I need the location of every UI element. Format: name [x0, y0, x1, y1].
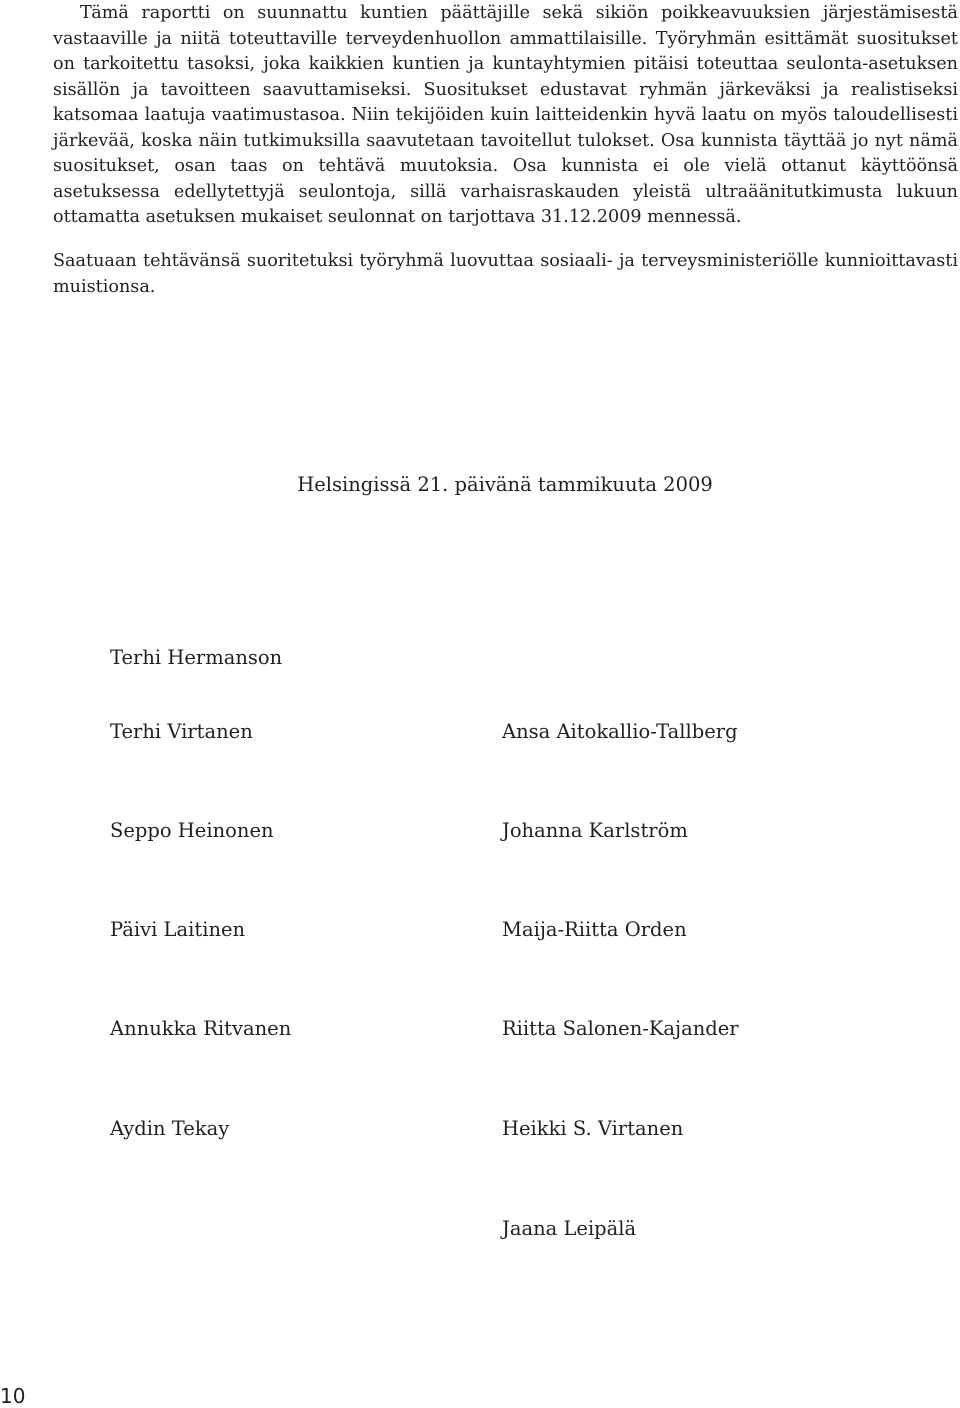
- signatory-name: Riitta Salonen-Kajander: [502, 1017, 739, 1040]
- signatory-name: Johanna Karlström: [502, 819, 688, 842]
- signatory-name: Seppo Heinonen: [110, 819, 274, 842]
- signatory-name: Jaana Leipälä: [502, 1217, 637, 1240]
- signatory-name: Aydin Tekay: [110, 1117, 230, 1140]
- page-number: 10: [0, 1384, 26, 1408]
- place-date-line: Helsingissä 21. päivänä tammikuuta 2009: [297, 473, 713, 496]
- signatory-name: Heikki S. Virtanen: [502, 1117, 684, 1140]
- signatory-name: Terhi Hermanson: [110, 646, 283, 669]
- signatory-name: Päivi Laitinen: [110, 918, 246, 941]
- body-paragraph-1: Tämä raportti on suunnattu kuntien päättäjille sekä sikiön poikkeavuuksien järjestämisestä vastaaville ja niitä toteuttaville terveydenhuollon ammattilaisille. Työryhmän esittämät suositukset on tarkoitettu tasoksi, joka kaikkien kuntien ja kuntayhtymien pitäisi toteuttaa seulonta-asetuksen sisällön ja tavoitteen saavuttamiseksi. Suositukset edustavat ryhmän järkeväksi ja realistiseksi katsomaa laatuja vaatimustasoa. Niin tekijöiden kuin laitteidenkin hyvä laatu on myös taloudellisesti järkevää, koska näin tutkimuksilla saavutetaan tavoitellut tulokset. Osa kunnista täyttää jo nyt nämä suositukset, osan taas on tehtävä muutoksia. Osa kunnista ei ole vielä ottanut käyttöönsä asetuksessa edellytettyjä seulontoja, sillä varhaisraskauden yleistä ultraäänitutkimusta lukuun ottamatta asetuksen mukaiset seulonnat on tarjottava 31.12.2009 mennessä.: [53, 3, 958, 227]
- signatory-name: Maija-Riitta Orden: [502, 918, 687, 941]
- body-paragraph-2: Saatuaan tehtävänsä suoritetuksi työryhmä luovuttaa sosiaali- ja terveysministeriölle kunnioittavasti muistionsa.: [53, 251, 958, 297]
- signatory-name: Annukka Ritvanen: [110, 1017, 292, 1040]
- signatory-name: Terhi Virtanen: [110, 720, 253, 743]
- signatory-name: Ansa Aitokallio-Tallberg: [502, 720, 738, 743]
